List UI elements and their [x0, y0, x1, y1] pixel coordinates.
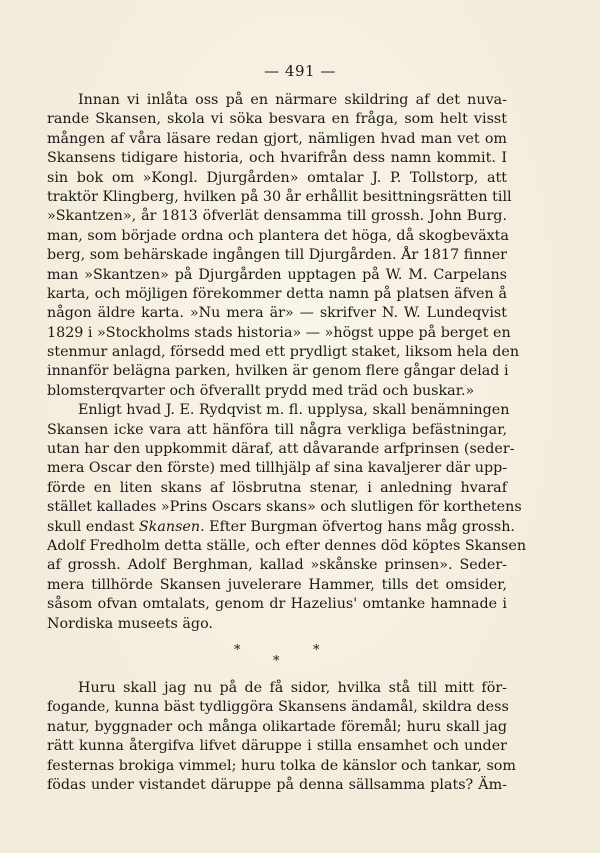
text-line: rätt kunna återgifva lifvet däruppe i stilla ensamhet och under — [47, 738, 507, 755]
text-line: af grossh. Adolf Berghman, kallad »skånske prinsen». Seder- — [47, 557, 507, 574]
text-line: förde en liten skans af lösbrutna stenar, i anledning hvaraf — [47, 479, 507, 496]
text-line: mera tillhörde Skansen juvelerare Hammer, tills det omsider, — [47, 576, 507, 593]
text-line: blomsterqvarter och öfverallt prydd med träd och buskar.» — [47, 382, 475, 399]
text-line: födas under vistandet däruppe på denna sällsamma plats? Äm- — [47, 776, 507, 793]
text-line: såsom ofvan omtalats, genom dr Hazelius' omtanke hamnade i — [47, 596, 507, 613]
text-line: 1829 i »Stockholms stads historia» — »högst uppe på berget en — [47, 324, 511, 341]
text-line: Skansen icke vara att hänföra till några verkliga befästningar, — [47, 421, 507, 438]
text-line: stället kallades »Prins Oscars skans» och slutligen för korthetens — [47, 499, 522, 516]
text-line: festernas brokiga vimmel; huru tolka de känslor och tankar, som — [47, 757, 516, 774]
text-line: Skansens tidigare historia, och hvarifrån dess namn kommit. I — [47, 150, 507, 167]
text-line: fogande, kunna bäst tydliggöra Skansens ändamål, skildra dess — [47, 699, 509, 716]
text-line: sin bok om »Kongl. Djurgården» omtalar J. P. Tollstorp, att — [47, 169, 507, 186]
italic-word: Skansen. — [138, 518, 205, 535]
text-run: Efter Burgman öfvertog hans måg grossh. — [204, 518, 515, 535]
asterisk: * — [273, 654, 280, 669]
text-line: man »Skantzen» på Djurgården upptagen på W. M. Carpelans — [47, 266, 507, 283]
text-line: man, som började ordna och plantera det höga, då skogbeväxta — [47, 227, 509, 244]
text-line: stenmur anlagd, försedd med ett prydligt staket, liksom hela den — [47, 344, 520, 361]
text-block-section-2 — [47, 679, 516, 795]
text-line: berg, som behärskade ingången till Djurgården. År 1817 finner — [47, 247, 507, 264]
section-divider-asterism — [0, 641, 600, 671]
text-line: mera Oscar den förste) med tillhjälp af sina kavaljerer där upp- — [47, 460, 508, 477]
text-line: »Skantzen», år 1813 öfverlät densamma till grossh. John Burg. — [47, 208, 507, 225]
text-line: traktör Klingberg, hvilken på 30 år erhållit besittningsrätten till — [47, 188, 512, 205]
text-line: någon äldre karta. »Nu mera är» — skrifver N. W. Lundeqvist — [47, 305, 507, 322]
text-line: mången af våra läsare redan gjort, nämligen hvad man vet om — [47, 130, 507, 147]
text-line: rande Skansen, skola vi söka besvara en fråga, som helt visst — [47, 111, 507, 128]
text-line: karta, och möjligen förekommer detta namn på platsen äfven å — [47, 285, 507, 302]
text-line: innanför belägna parken, hvilken är genom flere gångar delad i — [47, 363, 509, 380]
text-line: Innan vi inlåta oss på en närmare skildring af det nuva- — [78, 92, 507, 108]
text-line: Enligt hvad J. E. Rydqvist m. fl. upplysa, skall benämningen — [78, 402, 510, 419]
text-line: Adolf Fredholm detta ställe, och efter dennes död köptes Skansen — [47, 537, 527, 554]
page-number: — 491 — — [264, 62, 336, 80]
text-line: natur, byggnader och många olikartade föremål; huru skall jag — [47, 718, 507, 735]
text-line-with-italic — [47, 518, 515, 537]
text-run: skull endast — [47, 518, 139, 535]
text-line: utan har den uppkommit däraf, att dåvarande arfprinsen (seder- — [47, 441, 515, 458]
text-line: Huru skall jag nu på de få sidor, hvilka stå till mitt för- — [78, 680, 507, 696]
asterisk: * — [234, 643, 241, 658]
text-block-main — [47, 91, 527, 634]
asterisk: * — [313, 643, 320, 658]
text-line: Nordiska museets ägo. — [47, 615, 213, 632]
